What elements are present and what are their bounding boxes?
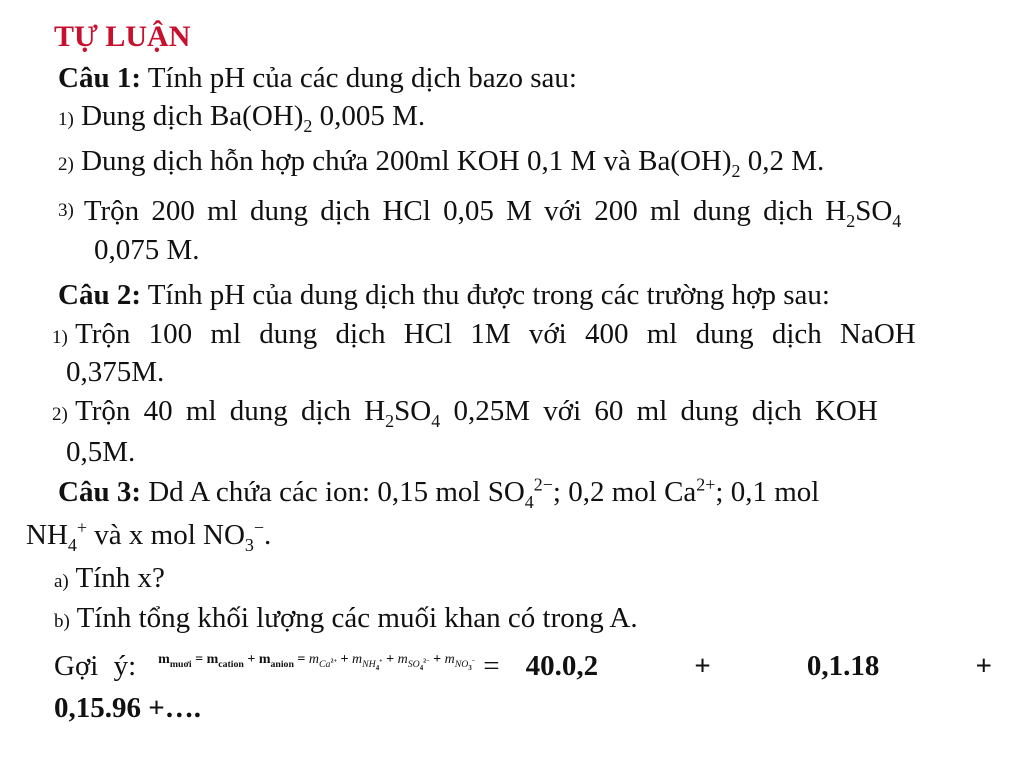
question-3-text: Dd A chứa các ion: 0,15 mol SO — [148, 476, 525, 508]
subscript: 4 — [431, 410, 441, 431]
q1-item-1 — [58, 98, 425, 138]
superscript: − — [253, 517, 265, 538]
item-text: 0,005 M. — [312, 100, 426, 132]
q3-item-b — [54, 600, 638, 640]
superscript: 2− — [423, 658, 430, 665]
superscript: + — [379, 658, 383, 665]
item-number: b) — [54, 611, 70, 632]
item-text: 0,25M với 60 ml dung dịch KOH — [440, 395, 878, 427]
subscript: 2 — [303, 115, 313, 136]
question-3-text: ; 0,1 mol — [715, 476, 820, 508]
subscript: 4 — [67, 534, 77, 555]
hint-formula — [158, 642, 475, 678]
superscript: 2+ — [696, 474, 716, 495]
formula-op: + — [247, 652, 256, 667]
q1-item-3-cont: 0,075 M. — [94, 234, 200, 266]
formula-term: m — [258, 652, 271, 667]
item-text: Trộn 200 ml dung dịch HCl 0,05 M với 200 ml dung dịch H — [83, 195, 847, 227]
q3-item-a — [54, 560, 165, 600]
superscript: 2− — [533, 474, 553, 495]
subscript: 2 — [846, 210, 856, 231]
result-op: + — [975, 650, 992, 682]
subscript: cation — [218, 658, 244, 670]
question-1-text: Tính pH của các dung dịch bazo sau: — [147, 62, 577, 94]
item-text: SO — [855, 195, 893, 227]
item-number: 1) — [52, 327, 68, 348]
superscript: 2+ — [330, 658, 337, 665]
question-2-header — [58, 277, 830, 313]
item-number: 2) — [52, 404, 68, 425]
subscript: 3 — [468, 664, 472, 672]
subscript: 3 — [244, 534, 254, 555]
subscript: 2 — [385, 410, 395, 431]
item-text: SO — [394, 395, 432, 427]
question-1-header — [58, 60, 577, 96]
q2-item-1-cont: 0,375M. — [66, 356, 165, 388]
question-2-text: Tính pH của dung dịch thu được trong các trường hợp sau: — [147, 279, 830, 311]
subscript: 4 — [375, 664, 380, 672]
subscript: muơi — [169, 658, 192, 670]
formula-term: m — [444, 652, 455, 667]
item-number: a) — [54, 571, 69, 592]
hint-label: Gợi ý: — [54, 650, 137, 682]
subscript: anion — [270, 658, 294, 670]
question-3-text: . — [264, 519, 272, 551]
item-text: Tính x? — [75, 562, 165, 594]
formula-term: m — [351, 652, 363, 667]
question-1-label: Câu 1: — [58, 62, 141, 94]
question-3-text: ; 0,2 mol Ca — [552, 476, 697, 508]
item-number: 1) — [58, 109, 74, 130]
question-3-text: và x mol NO — [87, 519, 245, 551]
section-title: TỰ LUẬN — [54, 20, 191, 53]
subscript: 4 — [524, 491, 534, 512]
hint-result — [526, 648, 992, 684]
question-3-text: NH — [26, 519, 68, 551]
q2-item-2-cont: 0,5M. — [66, 436, 136, 468]
result-term: 40.0,2 — [525, 650, 599, 682]
subscript: 4 — [419, 664, 424, 672]
superscript: − — [471, 658, 476, 665]
formula-op: + — [433, 652, 442, 667]
formula-op: = — [195, 652, 204, 667]
result-term: 0,1.18 — [806, 650, 880, 682]
formula-term: m — [158, 652, 170, 667]
formula-term: m — [206, 652, 219, 667]
item-text: 0,2 M. — [740, 145, 825, 177]
superscript: + — [76, 517, 88, 538]
subscript: Ca — [319, 658, 331, 670]
subscript: 2 — [731, 160, 741, 181]
item-number: 2) — [58, 154, 74, 175]
formula-op: + — [340, 652, 349, 667]
question-3-line-2 — [26, 517, 271, 553]
formula-op: = — [297, 652, 306, 667]
subscript: SO — [407, 658, 420, 670]
formula-term: m — [308, 652, 320, 667]
item-text-wrap — [84, 193, 988, 229]
q1-item-3 — [58, 193, 988, 229]
subscript: NO — [454, 658, 469, 670]
formula-term: m — [397, 652, 408, 667]
question-3-line-1 — [58, 474, 819, 510]
question-3-label: Câu 3: — [58, 476, 141, 508]
hint-line-1 — [54, 648, 992, 690]
q1-item-2 — [58, 143, 824, 183]
question-2-label: Câu 2: — [58, 279, 141, 311]
item-text: Dung dịch Ba(OH) — [81, 100, 304, 132]
item-number: 3) — [58, 200, 74, 221]
item-text: Tính tổng khối lượng các muối khan có trong A. — [76, 602, 638, 634]
subscript: NH — [362, 658, 376, 670]
item-text: Trộn 40 ml dung dịch H — [75, 395, 386, 427]
formula-op: = — [483, 650, 500, 682]
result-op: + — [694, 650, 711, 682]
q2-item-1 — [52, 316, 990, 356]
hint-line-2: 0,15.96 +…. — [54, 692, 202, 724]
item-text: Dung dịch hỗn hợp chứa 200ml KOH 0,1 M và Ba(OH) — [81, 145, 732, 177]
q2-item-2 — [52, 393, 878, 433]
formula-op: + — [386, 652, 395, 667]
item-text: Trộn 100 ml dung dịch HCl 1M với 400 ml dung dịch NaOH — [75, 318, 916, 350]
subscript: 4 — [892, 210, 902, 231]
